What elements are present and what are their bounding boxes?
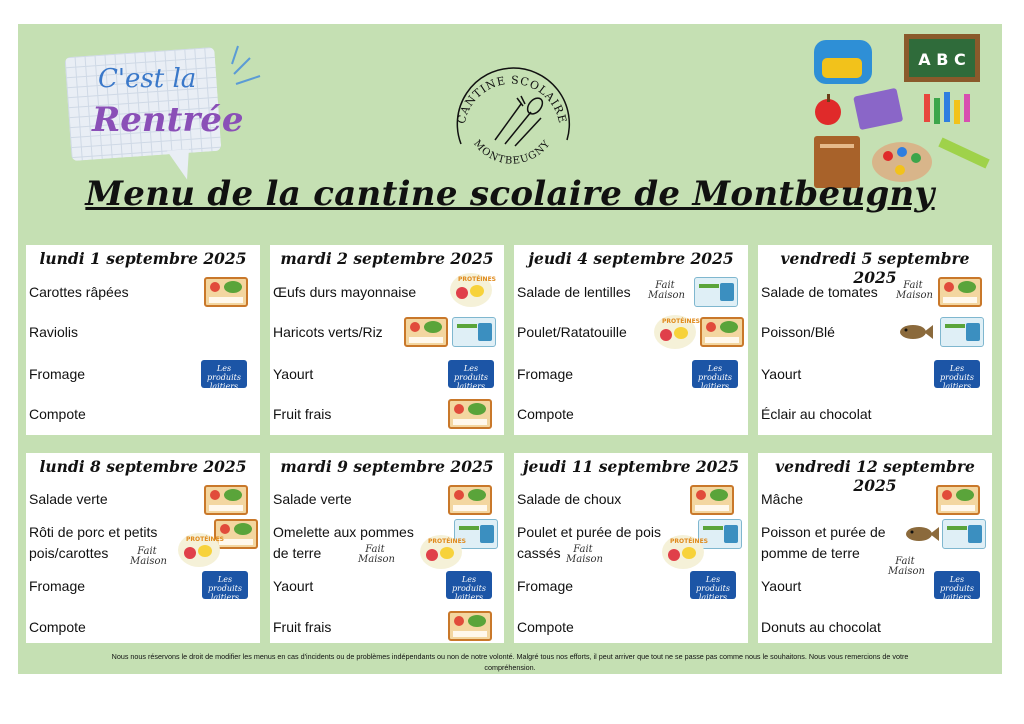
produits-laitiers-label: Les produits laitiers <box>446 571 492 599</box>
menu-item: Compote <box>517 619 574 635</box>
nouveaute-label-icon <box>452 317 496 347</box>
fruits-legumes-label-icon <box>204 277 248 307</box>
menu-item: Compote <box>29 406 86 422</box>
day-heading: vendredi 5 septembre 2025 <box>780 249 970 287</box>
menu-item: Rôti de porc et petits <box>29 524 158 540</box>
fish-icon <box>902 519 940 549</box>
footnote-line1: Nous nous réservons le droit de modifier les menus en cas d'incidents ou de problèmes indépendants ou non de notre volonté. Malgré tous nos efforts, il peut arriver que tout ne se passe pas comme nous le souhaitons. Nous vous remercions de votre <box>111 652 909 661</box>
fruits-legumes-label-icon <box>690 485 734 515</box>
day-heading: vendredi 12 septembre 2025 <box>775 457 975 495</box>
menu-item: Salade verte <box>29 491 108 507</box>
fruits-legumes-label-icon <box>938 277 982 307</box>
menu-item: pois/carottes <box>29 545 109 561</box>
menu-item: Fruit frais <box>273 406 332 422</box>
fait-maison-label: Fait Maison <box>358 544 395 565</box>
footnote-line2: compréhension. <box>484 663 536 672</box>
menu-item: Fromage <box>517 366 574 382</box>
nouveaute-label-icon <box>694 277 738 307</box>
menu-item: Compote <box>29 619 86 635</box>
bubble-text-line2: Rentrée <box>92 100 244 140</box>
pencils-icon <box>924 92 970 124</box>
proteines-label-icon <box>178 533 224 567</box>
fait-maison-label: Fait Maison <box>130 546 167 567</box>
menu-item: Compote <box>517 406 574 422</box>
menu-item: Donuts au chocolat <box>761 619 881 635</box>
proteines-text: PROTÉINES <box>662 318 700 325</box>
menu-item: Mâche <box>761 491 804 507</box>
menu-item: Poulet et purée de pois <box>517 524 661 540</box>
day-card-jeudi-4 <box>514 245 748 435</box>
day-heading: mardi 2 septembre 2025 <box>280 249 494 268</box>
blackboard-icon <box>904 34 980 82</box>
produits-laitiers-label: Les produits laitiers <box>692 360 738 388</box>
fait-maison-label: Fait Maison <box>888 556 925 577</box>
fait-maison-label: Fait Maison <box>566 544 603 565</box>
fait-maison-label: Fait Maison <box>648 280 685 301</box>
menu-item: Omelette aux pommes <box>273 524 414 540</box>
bubble-text-line1: C'est la <box>98 64 197 94</box>
menu-item: Poisson/Blé <box>761 324 835 340</box>
menu-item: Salade de tomates <box>761 284 878 300</box>
menu-item: Yaourt <box>761 366 802 382</box>
menu-item: Yaourt <box>273 578 314 594</box>
day-heading: lundi 1 septembre 2025 <box>39 249 247 268</box>
apple-icon <box>815 94 841 125</box>
menu-item: Poisson et purée de <box>761 524 886 540</box>
day-card-mardi-2 <box>270 245 504 435</box>
day-heading: jeudi 11 septembre 2025 <box>522 457 740 476</box>
menu-item: Œufs durs mayonnaise <box>273 284 417 300</box>
nouveaute-label-icon <box>942 519 986 549</box>
school-supplies-illustration <box>808 28 998 194</box>
menu-item: Yaourt <box>273 366 314 382</box>
produits-laitiers-label: Les produits laitiers <box>202 571 248 599</box>
menu-item: Salade de lentilles <box>517 284 631 300</box>
day-heading: jeudi 4 septembre 2025 <box>528 249 734 268</box>
menu-item: pomme de terre <box>761 545 860 561</box>
proteines-text: PROTÉINES <box>428 538 466 545</box>
day-heading: mardi 9 septembre 2025 <box>280 457 494 476</box>
fruits-legumes-label-icon <box>448 485 492 515</box>
menu-item: Poulet/Ratatouille <box>517 324 627 340</box>
footnote <box>18 651 1002 673</box>
fait-maison-label: Fait Maison <box>896 280 933 301</box>
menu-item: Fromage <box>29 366 86 382</box>
day-card-lundi-8 <box>26 453 260 643</box>
menu-item: Haricots verts/Riz <box>273 324 383 340</box>
cutlery-icon <box>495 95 545 146</box>
fish-icon <box>896 317 934 347</box>
fruits-legumes-label-icon <box>936 485 980 515</box>
fruits-legumes-label-icon <box>700 317 744 347</box>
produits-laitiers-label: Les produits laitiers <box>934 360 980 388</box>
proteines-text: PROTÉINES <box>670 538 708 545</box>
svg-text:MONTBEUGNY <box>471 138 553 167</box>
fruits-legumes-label-icon <box>404 317 448 347</box>
backpack-icon <box>814 40 872 84</box>
proteines-label-icon <box>662 535 708 569</box>
day-card-jeudi-11 <box>514 453 748 643</box>
cantine-logo <box>443 48 581 186</box>
notebook-icon <box>853 88 903 130</box>
proteines-text: PROTÉINES <box>458 276 496 283</box>
proteines-text: PROTÉINES <box>186 536 224 543</box>
menu-item: Salade verte <box>273 491 352 507</box>
menu-sheet <box>18 24 1002 674</box>
logo-top-text: CANTINE SCOLAIRE <box>454 73 570 126</box>
menu-item: Yaourt <box>761 578 802 594</box>
produits-laitiers-label: Les produits laitiers <box>934 571 980 599</box>
proteines-label-icon <box>654 315 700 349</box>
produits-laitiers-label: Les produits laitiers <box>690 571 736 599</box>
menu-item: Fromage <box>29 578 86 594</box>
nouveaute-label-icon <box>940 317 984 347</box>
produits-laitiers-label: Les produits laitiers <box>201 360 247 388</box>
menu-item: Fromage <box>517 578 574 594</box>
blackboard-text: A B C <box>918 50 966 69</box>
menu-item: Fruit frais <box>273 619 332 635</box>
menu-item: Salade de choux <box>517 491 622 507</box>
day-card-vendredi-5 <box>758 245 992 435</box>
day-heading: lundi 8 septembre 2025 <box>39 457 247 476</box>
menu-item: Éclair au chocolat <box>761 406 872 422</box>
fruits-legumes-label-icon <box>204 485 248 515</box>
menu-item: Raviolis <box>29 324 79 340</box>
day-card-mardi-9 <box>270 453 504 643</box>
menu-item: Carottes râpées <box>29 284 129 300</box>
day-card-lundi-1 <box>26 245 260 435</box>
menu-item: cassés <box>517 545 561 561</box>
fruits-legumes-label-icon <box>448 399 492 429</box>
page-title: Menu de la cantine scolaire de Montbeugny <box>85 174 935 214</box>
proteines-label-icon <box>420 535 466 569</box>
ruler-icon <box>938 137 989 168</box>
produits-laitiers-label: Les produits laitiers <box>448 360 494 388</box>
day-card-vendredi-12 <box>758 453 992 643</box>
menu-item: de terre <box>273 545 322 561</box>
proteines-label-icon <box>450 273 496 307</box>
sparkle-rays-icon <box>230 44 270 104</box>
fruits-legumes-label-icon <box>214 519 258 549</box>
logo-bottom-text: MONTBEUGNY <box>471 138 553 167</box>
fruits-legumes-label-icon <box>448 611 492 641</box>
